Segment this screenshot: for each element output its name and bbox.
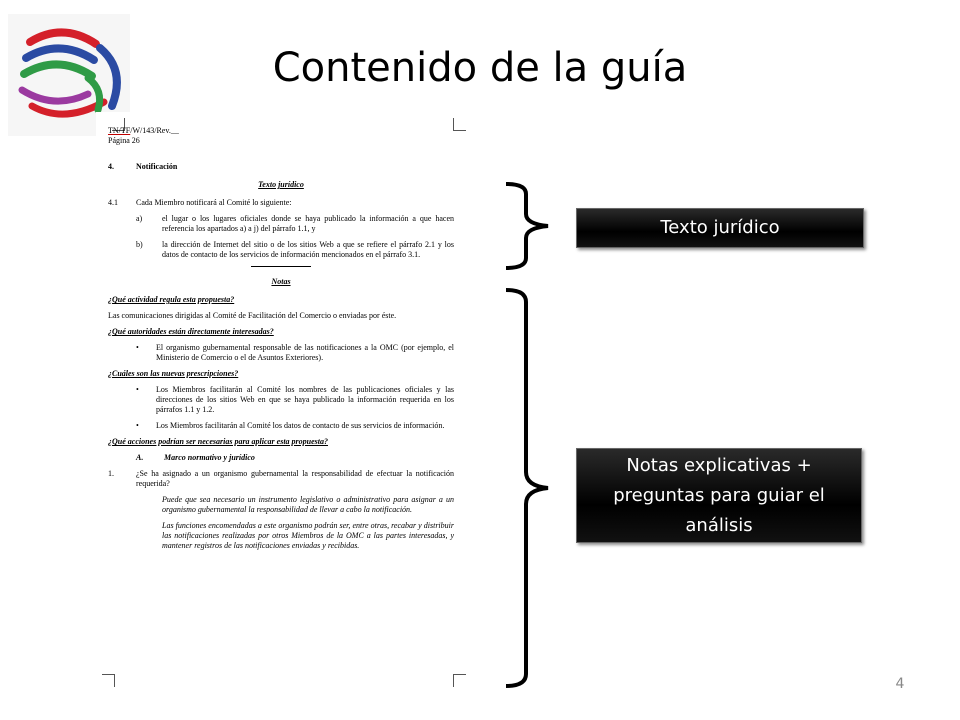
subparagraph-a — [136, 214, 454, 234]
callout-notes: Notas explicativas + preguntas para guiar el análisis — [576, 448, 862, 543]
subsection-letter: A. — [136, 453, 144, 462]
crop-mark — [102, 674, 115, 687]
bracket-notes-icon — [500, 286, 560, 690]
slide-number: 4 — [895, 676, 905, 692]
item-text: ¿Se ha asignado a un organismo gubernamental la responsabilidad de efectuar la notificación requerida? — [136, 469, 454, 488]
paragraph-text: Cada Miembro notificará al Comité lo siguiente: — [136, 198, 292, 207]
crop-mark — [453, 118, 466, 131]
paragraph-number: 4.1 — [108, 198, 118, 207]
item-note: Las funciones encomendadas a este organismo podrán ser, entre otras, recabar y distribuir las notificaciones realizadas por otros Miembros de la OMC a las partes interesadas, y mantener registros de las notificaciones enviadas y recibidas. — [162, 521, 454, 550]
section-title: Notificación — [136, 162, 178, 171]
section-number: 4. — [108, 162, 114, 171]
subparagraph-text: el lugar o los lugares oficiales donde se haya publicado la información a que hacen referencia los apartados a) a j) del párrafo 1.1, y — [162, 214, 454, 233]
item-note: Puede que sea necesario un instrumento legislativo o administrativo para asignar a un organismo gubernamental la responsabilidad de llevar a cabo la notificación. — [162, 495, 454, 514]
bullet-text: Los Miembros facilitarán al Comité los nombres de las publicaciones oficiales y las direcciones de los sitios Web en que se haya publicado la información requerida en los párrafos 1.1 y 1.2. — [156, 385, 454, 414]
slide-title: Contenido de la guía — [272, 45, 688, 91]
bullet-item — [136, 421, 454, 431]
subparagraph-text: la dirección de Internet del sitio o de los sitios Web a que se refiere el párrafo 2.1 y los datos de contacto de los servicios de información mencionados en el párrafo 3.1. — [162, 240, 454, 259]
bullet-text: El organismo gubernamental responsable de las notificaciones a la OMC (por ejemplo, el Ministerio de Comercio o el de Asuntos Exteriores). — [156, 343, 454, 362]
bullet-icon: • — [136, 385, 139, 394]
bullet-item — [136, 385, 454, 415]
subsection-title: Marco normativo y jurídico — [164, 453, 255, 462]
document-excerpt — [96, 112, 476, 702]
subparagraph-b — [136, 240, 454, 260]
bullet-icon: • — [136, 343, 139, 352]
paragraph-4-1 — [108, 198, 454, 208]
numbered-item-1 — [108, 469, 454, 489]
bracket-legal-icon — [500, 180, 560, 272]
subparagraph-letter: b) — [136, 240, 143, 249]
doc-page-label: Página 26 — [108, 136, 140, 145]
bullet-item — [136, 343, 454, 363]
document-header — [108, 126, 454, 146]
legal-text-heading: Texto jurídico — [258, 180, 304, 189]
question-2: ¿Qué autoridades están directamente interesadas? — [108, 327, 274, 336]
doc-symbol-prefix: TN/TF — [108, 126, 131, 135]
question-1: ¿Qué actividad regula esta propuesta? — [108, 295, 235, 304]
bullet-icon: • — [136, 421, 139, 430]
callout-legal-text: Texto jurídico — [576, 208, 864, 248]
crop-mark — [453, 674, 466, 687]
section-heading — [108, 162, 454, 172]
separator-line — [251, 266, 311, 267]
notes-heading: Notas — [271, 277, 291, 286]
doc-symbol-suffix: /W/143/Rev.__ — [130, 126, 179, 135]
bullet-text: Los Miembros facilitarán al Comité los datos de contacto de sus servicios de información. — [156, 421, 445, 430]
question-3: ¿Cuáles son las nuevas prescripciones? — [108, 369, 239, 378]
item-number: 1. — [108, 469, 114, 478]
document-page — [108, 126, 454, 557]
subsection-heading — [108, 453, 454, 463]
question-4: ¿Qué acciones podrían ser necesarias para aplicar esta propuesta? — [108, 437, 328, 446]
answer-1: Las comunicaciones dirigidas al Comité de Facilitación del Comercio o enviadas por éste. — [108, 311, 397, 320]
subparagraph-letter: a) — [136, 214, 143, 223]
